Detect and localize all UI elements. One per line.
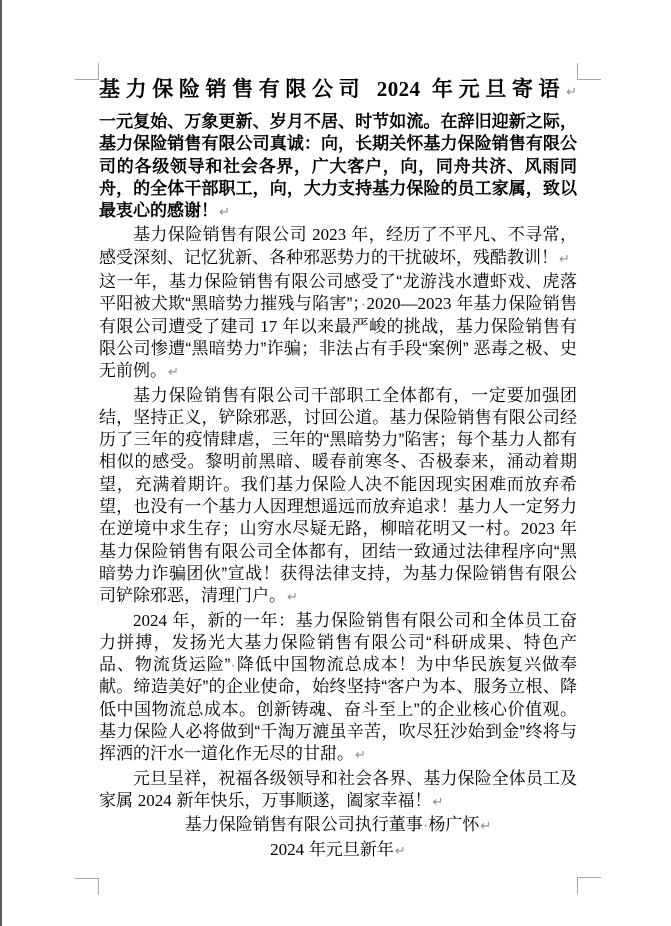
line-break-mark: ↵ bbox=[394, 843, 406, 859]
margin-crop-mark-top-left bbox=[75, 63, 99, 80]
paragraph-new-year-wishes[interactable] bbox=[99, 768, 577, 815]
paragraph-text: 2024 年元旦新年 bbox=[270, 839, 394, 859]
paragraph-text: 这一年，基力保险销售有限公司感受了“龙游浅水遭虾戏、虎落平阳被犬欺“黑暗势力摧残与陷害”；·2020—2023 年基力保险销售有限公司遭受了建司 17 年以来最严峻的挑战，基力保险销售有限公司惨遭“黑暗势力”诈骗；非法占有手段“案例” 恶毒之极、史无前例。 bbox=[99, 272, 577, 381]
line-break-mark: ↵ bbox=[432, 794, 444, 810]
paragraph-text: 元旦呈祥，祝福各级领导和社会各界、基力保险全体员工及家属 2024 新年快乐，万事顺遂，阖家幸福！ bbox=[99, 768, 577, 810]
margin-crop-mark-bottom-left bbox=[75, 878, 99, 895]
paragraph-2024-outlook[interactable] bbox=[99, 610, 577, 768]
paragraph-text: 2024 年，新的一年：基力保险销售有限公司和全体员工奋力拼搏，发扬光大基力保险销售有限公司“科研成果、特色产品、物流货运险”·降低中国物流总成本！为中华民族复兴做奉献。缔造美好”的企业使命，始终坚持“客户为本、服务立根、降低中国物流总成本。创新铸魂、奋斗至上”的企业核心价值观。基力保险人必将做到“千淘万漉虽辛苦，吹尽狂沙始到金”终将与挥洒的汗水一道化作无尽的甘甜。 bbox=[99, 610, 578, 764]
paragraph-text: 基力保险销售有限公司 2023 年，经历了不平凡、不寻常，感受深刻、记忆犹新、各种邪恶势力的干扰破坏，残酷教训！ bbox=[99, 225, 577, 267]
paragraph-hardships[interactable] bbox=[99, 271, 577, 384]
line-break-mark: ↵ bbox=[566, 85, 577, 100]
margin-crop-mark-top-right bbox=[577, 63, 601, 80]
paragraph-greeting[interactable] bbox=[99, 111, 577, 224]
line-break-mark: ↵ bbox=[355, 748, 366, 764]
document-text-area[interactable] bbox=[99, 74, 577, 863]
paragraph-text: 基力保险销售有限公司执行董事·杨广怀 bbox=[184, 815, 480, 835]
paragraph-2023-review[interactable] bbox=[99, 224, 577, 271]
margin-crop-mark-bottom-right bbox=[577, 877, 601, 894]
window-left-edge-line bbox=[0, 0, 2, 926]
line-break-mark: ↵ bbox=[168, 365, 179, 381]
document-title[interactable] bbox=[99, 74, 577, 108]
paragraph-unity[interactable] bbox=[99, 385, 577, 610]
line-break-mark: ↵ bbox=[219, 205, 230, 221]
date-line[interactable] bbox=[99, 839, 577, 863]
line-break-mark: ↵ bbox=[559, 251, 570, 267]
signature-line[interactable] bbox=[99, 814, 577, 838]
line-break-mark: ↵ bbox=[287, 590, 298, 606]
paragraph-text: 基力保险销售有限公司干部职工全体都有，一定要加强团结，坚持正义，铲除邪恶，讨回公道。基力保险销售有限公司经历了三年的疫情肆虐，三年的“黑暗势力”陷害；每个基力人都有相似的感受。黎明前黑暗、暖春前寒冬、否极泰来，涌动着期望，充满着期许。我们基力保险人决不能因现实困难而放弃希望，也没有一个基力人因理想遥远而放弃追求！基力人一定努力在逆境中求生存；山穷水尽疑无路，柳暗花明又一村。2023 年基力保险销售有限公司全体都有，团结一致通过法律程序向“黑暗势力诈骗团伙”宣战！获得法律支持，为基力保险销售有限公司铲除邪恶，清理门户。 bbox=[99, 385, 577, 606]
title-text: 基力保险销售有限公司 2024 年元旦寄语 bbox=[99, 77, 566, 101]
paragraph-text: 一元复始、万象更新、岁月不居、时节如流。在辞旧迎新之际，基力保险销售有限公司真诚：向，长期关怀基力保险销售有限公司的各级领导和社会各界，广大客户，向，同舟共济、风雨同舟，的全体干部职工，向，大力支持基力保险的员工家属，致以最衷心的感谢！ bbox=[99, 112, 577, 221]
line-break-mark: ↵ bbox=[480, 819, 492, 835]
